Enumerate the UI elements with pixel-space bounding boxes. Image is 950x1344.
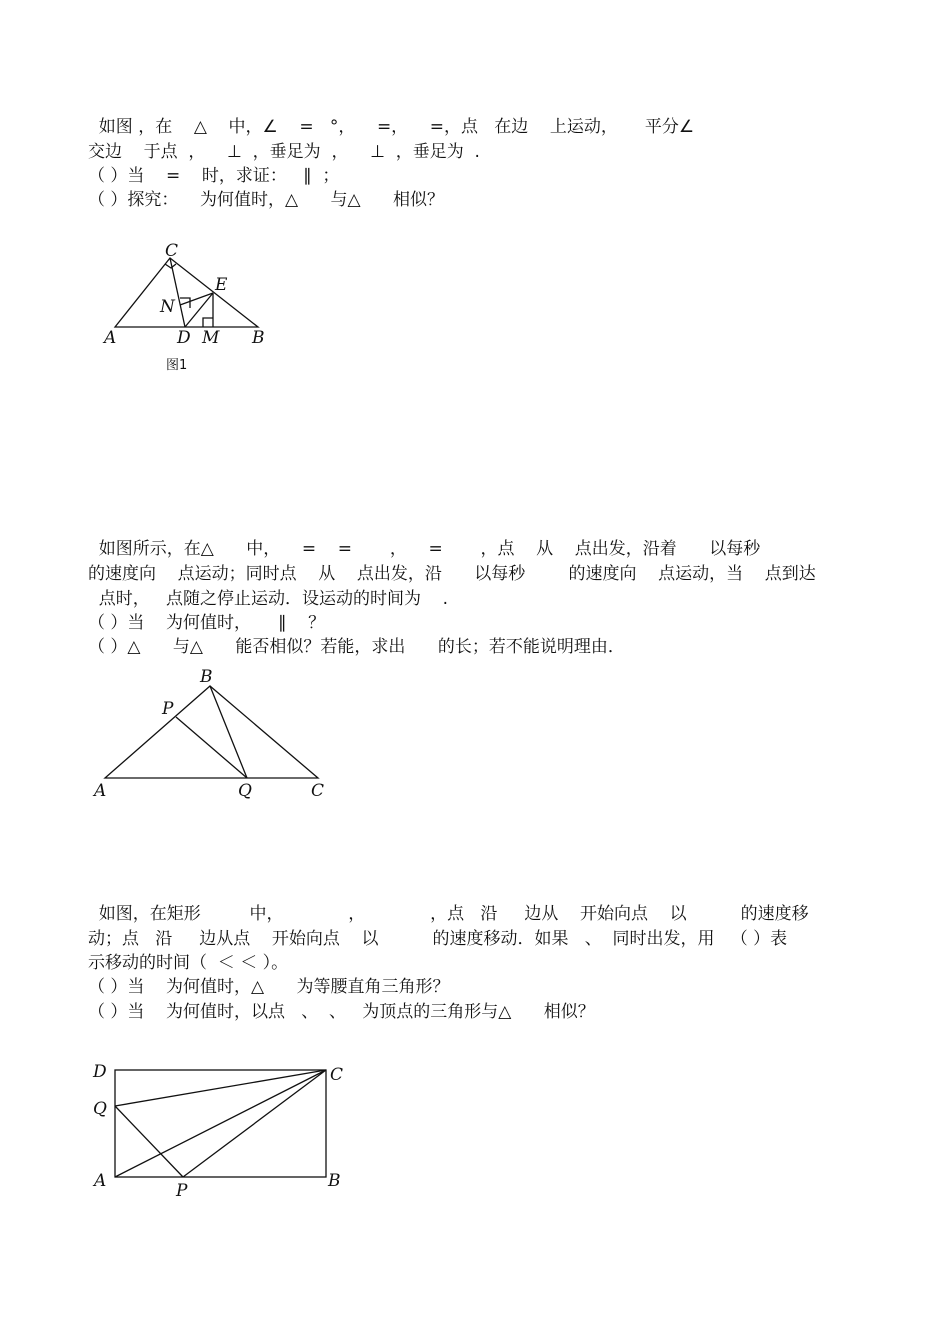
problem3-line2: 动；点 沿 边从点 开始向点 以 的速度移动．如果 、 同时出发，用 （ ）表 [88, 929, 788, 949]
label-c: C [330, 1065, 344, 1085]
problem1-line4: （ ）探究： 为何值时，△ 与△ 相似？ [88, 190, 445, 210]
label-c: C [165, 241, 179, 261]
problem1-line1: 如图 ，在 △ 中，∠ = °， =， =，点 在边 上运动， 平分∠ [88, 117, 695, 137]
label-b: B [200, 667, 213, 687]
problem1-line3: （ ）当 = 时，求证： ∥ ； [88, 166, 340, 186]
label-a: A [94, 781, 107, 801]
label-n: N [160, 297, 175, 317]
label-c: C [311, 781, 325, 801]
label-b: B [328, 1171, 341, 1191]
label-b: B [252, 328, 265, 348]
label-a: A [94, 1171, 107, 1191]
problem3-line3: 示移动的时间（ ＜ ＜ ）。 [88, 953, 289, 973]
label-m: M [202, 328, 220, 348]
label-d: D [93, 1062, 107, 1082]
label-q: Q [238, 781, 252, 801]
diagonal-ac [115, 1070, 326, 1177]
label-a: A [104, 328, 117, 348]
segment-qc [115, 1070, 326, 1106]
problem2-line4: （ ）当 为何值时， ∥ ？ [88, 613, 326, 633]
problem2-line1: 如图所示，在△ 中， = = ， = ，点 从 点出发，沿着 以每秒 [88, 539, 761, 559]
label-p: P [162, 699, 174, 719]
segment-pc [183, 1070, 326, 1177]
problem3-line1: 如图，在矩形 中， ， ，点 沿 边从 开始向点 以 的速度移 [88, 904, 809, 924]
label-d: D [177, 328, 191, 348]
problem2-line3: 点时， 点随之停止运动．设运动的时间为 . [88, 589, 449, 609]
problem3-line5: （ ）当 为何值时，以点 、 、 为顶点的三角形与△ 相似？ [88, 1002, 595, 1022]
segment-qp [115, 1106, 183, 1177]
problem2-line2: 的速度向 点运动；同时点 从 点出发，沿 以每秒 的速度向 点运动，当 点到达 [88, 564, 816, 584]
label-p: P [176, 1181, 188, 1201]
problem3-line4: （ ）当 为何值时，△ 为等腰直角三角形？ [88, 977, 450, 997]
label-e: E [215, 275, 228, 295]
figure-caption: 图1 [166, 358, 188, 373]
problem1-line2: 交边 于点 ， ⊥ ，垂足为 ， ⊥ ，垂足为 . [88, 142, 480, 162]
problem2-line5: （ ）△ 与△ 能否相似？若能，求出 的长；若不能说明理由． [88, 637, 625, 657]
label-q: Q [93, 1099, 107, 1119]
